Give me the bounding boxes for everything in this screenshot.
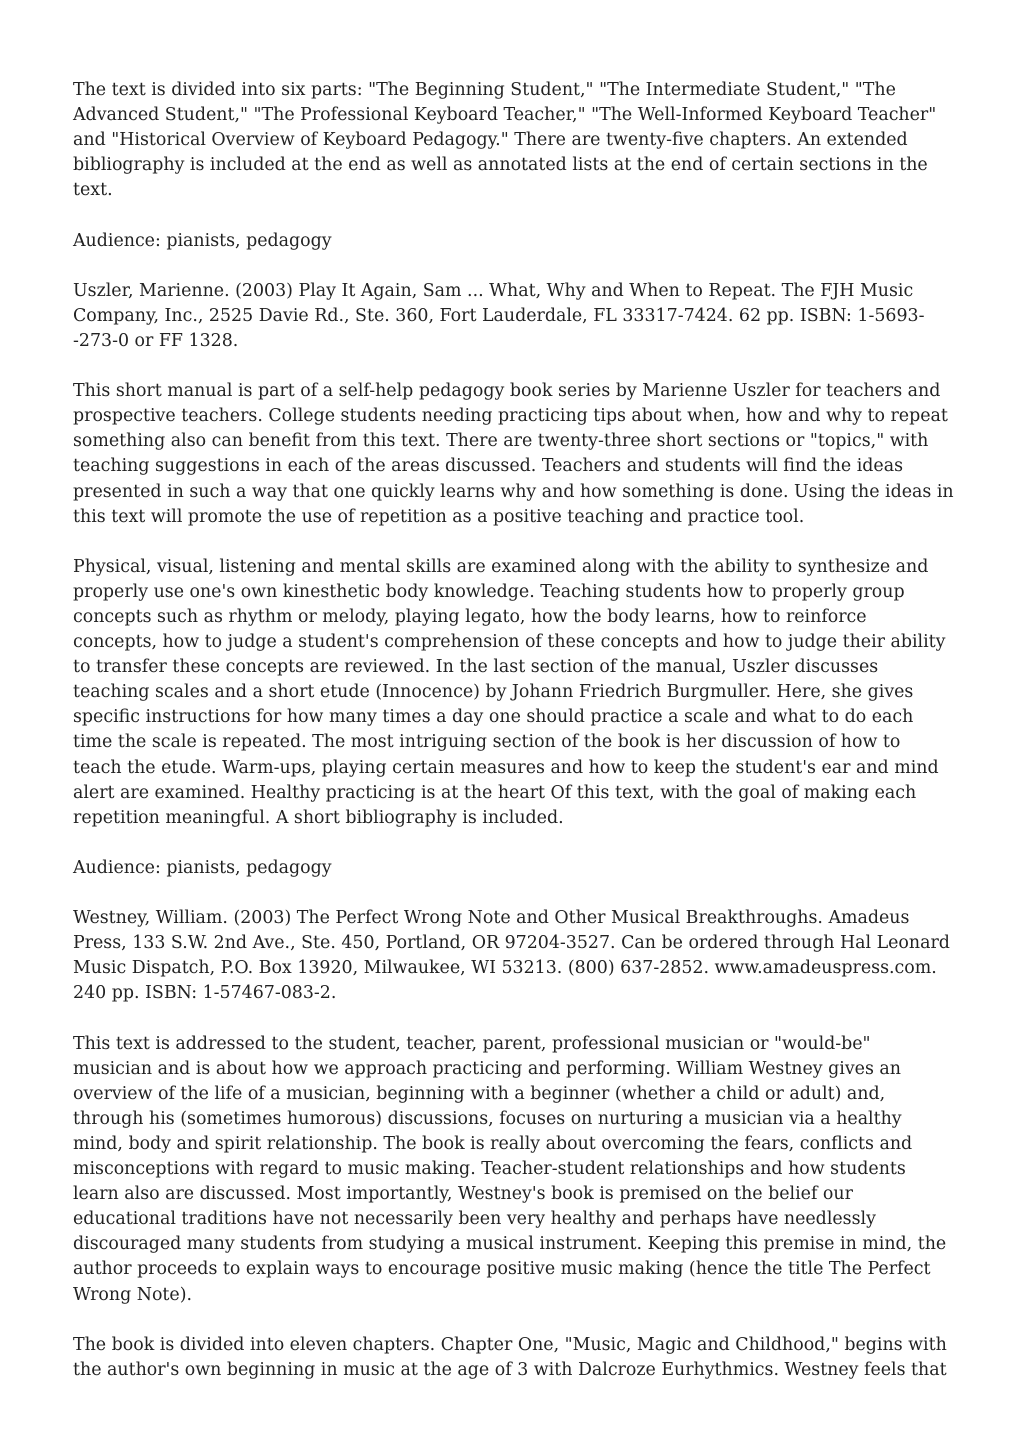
paragraph-westney-summary: This text is addressed to the student, teacher, parent, professional musician or "would-be" musician and is about how we approach practicing and performing. William Westney gives an overview of the life of a musician, beginning with a beginner (whether a child or adult) and, through his (sometimes humorous) discussions, focuses on nurturing a musician via a healthy mind, body and spirit relationship. The book is really about overcoming the fears, conflicts and misconceptions with regard to music making. Teacher-student relationships and how students learn also are discussed. Most importantly, Westney's book is premised on the belief our educational traditions have not necessarily been very healthy and perhaps have needlessly discouraged many students from studying a musical instrument. Keeping this premise in mind, the author proceeds to explain ways to encourage positive music making (hence the title The Perfect Wrong Note).	[73, 1033, 947, 1305]
paragraph-book-structure: The text is divided into six parts: "The Beginning Student," "The Intermediate Student," "The Advanced Student," "The Professional Keyboard Teacher," "The Well-Informed Keyboard Teacher" and "Historical Overview of Keyboard Pedagogy." There are twenty-five chapters. An extended bibliography is included at the end as well as annotated lists at the end of certain sections in the text.	[73, 80, 937, 201]
paragraph-uszler-details: Physical, visual, listening and mental skills are examined along with the ability to synthesize and properly use one's own kinesthetic body knowledge. Teaching students how to properly group concepts such as rhythm or melody, playing legato, how the body learns, how to reinforce concepts, how to judge a student's comprehension of these concepts and how to judge their ability to transfer these concepts are reviewed. In the last section of the manual, Uszler discusses teaching scales and a short etude (Innocence) by Johann Friedrich Burgmuller. Here, she gives specific instructions for how many times a day one should practice a scale and what to do each time the scale is repeated. The most intriguing section of the book is her discussion of how to teach the etude. Warm-ups, playing certain measures and how to keep the student's ear and mind alert are examined. Healthy practicing is at the heart Of this text, with the goal of making each repetition meaningful. A short bibliography is included.	[73, 556, 946, 828]
citation-uszler: Uszler, Marienne. (2003) Play It Again, Sam ... What, Why and When to Repeat. The FJH Music Company, Inc., 2525 Davie Rd., Ste. 360, Fort Lauderdale, FL 33317-7424. 62 pp. ISBN: 1-5693--273-0 or FF 1328.	[73, 280, 925, 351]
audience-line: Audience: pianists, pedagogy	[73, 857, 332, 878]
paragraph-uszler-summary: This short manual is part of a self-help pedagogy book series by Marienne Uszler for teachers and prospective teachers. College students needing practicing tips about when, how and why to repeat something also can benefit from this text. There are twenty-three short sections or "topics," with teaching suggestions in each of the areas discussed. Teachers and students will find the ideas presented in such a way that one quickly learns why and how something is done. Using the ideas in this text will promote the use of repetition as a positive teaching and practice tool.	[73, 381, 954, 527]
paragraph-westney-chapters: The book is divided into eleven chapters. Chapter One, "Music, Magic and Childhood," begins with the author's own beginning in music at the age of 3 with Dalcroze Eurhythmics. Westney feels that	[73, 1334, 947, 1380]
audience-line: Audience: pianists, pedagogy	[73, 230, 332, 251]
citation-westney: Westney, William. (2003) The Perfect Wrong Note and Other Musical Breakthroughs. Amadeus Press, 133 S.W. 2nd Ave., Ste. 450, Portland, OR 97204-3527. Can be ordered through Hal Leonard Music Dispatch, P.O. Box 13920, Milwaukee, WI 53213. (800) 637-2852. www.amadeuspress.com. 240 pp. ISBN: 1-57467-083-2.	[73, 908, 950, 1004]
